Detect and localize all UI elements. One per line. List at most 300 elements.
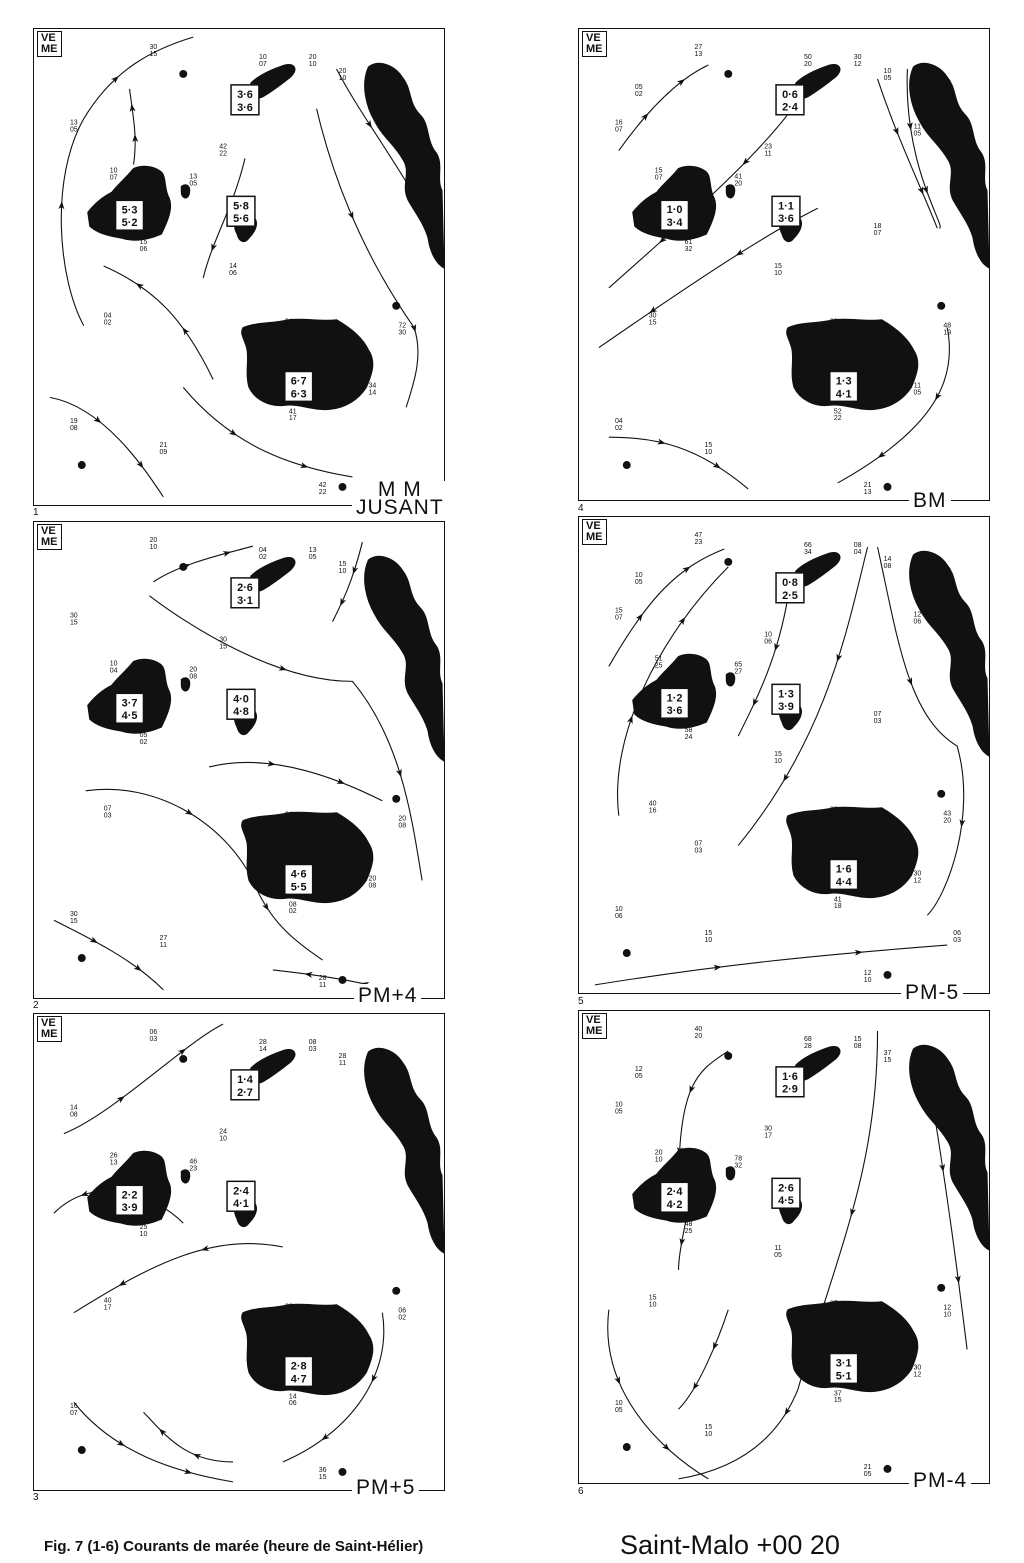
rock [884, 483, 892, 491]
rate-value-top: 15 [704, 1424, 713, 1432]
rate-value-bottom: 07 [614, 126, 623, 134]
rate-value-bottom: 10 [943, 1311, 952, 1319]
corner-label-5: VE ME [582, 519, 607, 545]
rock [339, 1468, 347, 1476]
current-arrowhead [734, 249, 744, 258]
current-arrowhead [396, 769, 404, 778]
rate-value-top: 37 [833, 1390, 842, 1398]
rock [724, 70, 732, 78]
rate-value-bottom: 23 [694, 539, 703, 547]
sark-rate-bottom: 5·6 [233, 213, 249, 226]
current-arrowhead [687, 1085, 695, 1095]
rate-value-top: 10 [764, 631, 772, 639]
guernsey-rate-top: 1·0 [666, 204, 683, 217]
sark-rate-top: 2·4 [233, 1185, 249, 1198]
rate-value-top: 04 [259, 547, 267, 555]
rate-value-bottom: 32 [734, 1162, 743, 1170]
figure-caption: Fig. 7 (1-6) Courants de marée (heure de Saint-Hélier) [44, 1538, 424, 1555]
rate-value-bottom: 10 [704, 449, 713, 457]
rate-value-top: 27 [694, 44, 703, 52]
rate-value-bottom: 03 [308, 1045, 317, 1053]
rate-value-bottom: 06 [288, 1400, 297, 1408]
rate-value-top: 30 [648, 312, 657, 320]
rate-value-top: 30 [219, 636, 227, 644]
rate-value-bottom: 06 [913, 618, 922, 626]
rate-value-top: 21 [863, 1463, 872, 1471]
current-arrowhead [781, 773, 790, 783]
rock [78, 461, 86, 469]
rate-value-bottom: 25 [654, 662, 663, 670]
rate-value-bottom: 15 [318, 1473, 327, 1481]
rate-value-top: 12 [634, 1065, 643, 1073]
rate-value-bottom: 10 [219, 1135, 227, 1143]
rate-value-bottom: 20 [734, 180, 743, 188]
france-coast [365, 556, 444, 761]
rate-value-top: 61 [684, 239, 693, 247]
rate-value-bottom: 05 [863, 1470, 872, 1478]
rate-value-bottom: 02 [284, 818, 293, 826]
rate-value-top: 20 [308, 54, 317, 62]
current-arrowhead [337, 598, 346, 608]
rate-value-bottom: 05 [634, 1072, 643, 1080]
current-arrowhead [369, 1374, 378, 1384]
alderney-rate-top: 3·6 [237, 88, 253, 101]
current-arrowhead [180, 326, 190, 336]
rate-value-top: 12 [943, 1304, 952, 1312]
jersey-rate-top: 3·1 [835, 1357, 852, 1370]
panel-number-1: 1 [33, 507, 39, 518]
current-arrowhead [278, 665, 287, 673]
rate-value-top: 15 [654, 167, 663, 175]
rate-value-top: 10 [883, 67, 892, 75]
rate-value-top: 13 [69, 119, 78, 127]
rate-value-bottom: 10 [139, 1231, 148, 1239]
rate-value-top: 14 [229, 262, 237, 270]
rate-value-bottom: 15 [833, 1397, 842, 1405]
rate-value-bottom: 07 [69, 1410, 78, 1418]
current-arrowhead [117, 1279, 127, 1288]
alderney-rate-bottom: 2·5 [782, 589, 798, 602]
rate-value-top: 27 [829, 1300, 838, 1308]
jersey-rate-top: 1·3 [835, 375, 852, 388]
rock [884, 971, 892, 979]
rate-value-bottom: 14 [259, 1045, 267, 1053]
rate-value-bottom: 10 [863, 976, 872, 984]
tidal-current-line [104, 266, 213, 379]
current-arrowhead [90, 937, 100, 946]
rock [724, 558, 732, 566]
corner-label-4: VE ME [582, 31, 607, 57]
tidal-current-line [74, 1402, 233, 1482]
guernsey-rate-top: 1·2 [666, 692, 683, 705]
rate-value-top: 72 [398, 322, 407, 330]
rate-value-top: 11 [913, 382, 921, 390]
current-arrowhead [876, 451, 886, 460]
rate-value-bottom: 03 [694, 847, 703, 855]
rate-value-top: 15 [139, 239, 148, 247]
rate-value-top: 07 [694, 840, 703, 848]
panel-number-3: 3 [33, 1492, 39, 1503]
rate-value-bottom: 15 [829, 813, 838, 821]
alderney-rate-top: 0·8 [782, 576, 798, 589]
tidal-current-line [595, 945, 947, 985]
rate-value-bottom: 02 [634, 90, 643, 98]
jersey-rate-top: 2·8 [290, 1360, 307, 1373]
chart-map-4 [579, 29, 989, 500]
tidal-panel-1 [33, 28, 445, 519]
rate-value-top: 10 [614, 1101, 623, 1109]
rate-value-top: 10 [259, 54, 267, 62]
rate-value-top: 30 [69, 612, 78, 620]
current-arrowhead [834, 654, 842, 663]
rate-value-bottom: 25 [684, 1228, 693, 1236]
tidal-current-line [153, 546, 253, 582]
corner-label-3: VE ME [37, 1016, 62, 1042]
rate-value-bottom: 02 [829, 325, 838, 333]
current-arrowhead [690, 1382, 699, 1392]
rate-value-bottom: 02 [103, 319, 112, 327]
tidal-panel-6 [578, 1010, 990, 1492]
sark-rate-top: 2·6 [778, 1182, 794, 1195]
rate-value-top: 06 [149, 1029, 158, 1037]
alderney-rate-bottom: 2·9 [782, 1083, 798, 1096]
rate-value-bottom: 08 [883, 562, 892, 570]
rate-value-top: 41 [833, 896, 842, 904]
jersey-rate-bottom: 4·7 [290, 1373, 307, 1386]
alderney-rate-top: 0·6 [782, 88, 798, 101]
rate-value-bottom: 08 [398, 822, 407, 830]
rate-value-top: 10 [614, 1400, 623, 1408]
guernsey-rate-bottom: 4·5 [121, 710, 138, 723]
sark-rate-top: 1·3 [778, 688, 794, 701]
rate-value-top: 20 [398, 815, 407, 823]
rock [884, 1465, 892, 1473]
rate-value-bottom: 03 [103, 812, 112, 820]
rate-value-top: 15 [338, 560, 347, 568]
panel-number-4: 4 [578, 503, 584, 514]
rate-value-top: 42 [219, 143, 227, 151]
guernsey-rate-bottom: 4·2 [666, 1199, 683, 1212]
rate-value-top: 04 [614, 418, 623, 426]
rate-value-bottom: 15 [69, 918, 78, 926]
rate-value-top: 25 [139, 1224, 148, 1232]
tidal-panel-4 [578, 28, 990, 512]
rate-value-top: 04 [103, 312, 112, 320]
rate-value-bottom: 22 [833, 415, 842, 423]
sark-rate-bottom: 4·8 [233, 706, 249, 719]
jersey-rate-bottom: 4·1 [835, 388, 852, 401]
rock [937, 1284, 945, 1292]
rate-value-top: 40 [103, 1297, 112, 1305]
rate-value-top: 15 [853, 1036, 862, 1044]
rate-value-top: 40 [648, 800, 657, 808]
rate-value-bottom: 05 [883, 74, 892, 82]
rock [78, 954, 86, 962]
tide-label-3: PM+5 [352, 1476, 419, 1500]
guernsey-rate-bottom: 3·6 [666, 705, 683, 718]
jersey-rate-top: 1·6 [835, 863, 852, 876]
rate-value-top: 41 [288, 408, 297, 416]
rate-value-top: 12 [913, 611, 922, 619]
rate-value-bottom: 11 [318, 981, 327, 989]
rate-value-bottom: 04 [853, 548, 862, 556]
rate-value-bottom: 08 [69, 425, 78, 433]
rate-value-bottom: 15 [883, 1056, 892, 1064]
rate-value-top: 15 [704, 930, 713, 938]
rate-value-bottom: 12 [913, 1371, 922, 1379]
rock [392, 795, 400, 803]
current-arrowhead [185, 808, 195, 817]
current-arrowhead [627, 714, 635, 723]
rate-value-top: 58 [684, 727, 693, 735]
rate-value-bottom: 15 [648, 319, 657, 327]
sark-rate-bottom: 3·6 [778, 213, 794, 226]
current-arrowhead [410, 324, 418, 333]
rate-value-bottom: 24 [684, 734, 693, 742]
rate-value-bottom: 06 [614, 913, 623, 921]
tide-label-4: BM [909, 489, 951, 513]
rate-value-bottom: 02 [259, 553, 267, 561]
sark-rate-top: 5·8 [233, 200, 249, 213]
current-arrowhead [893, 127, 902, 137]
rate-value-top: 19 [69, 418, 78, 426]
rate-value-top: 28 [284, 1303, 293, 1311]
current-arrowhead [117, 1439, 127, 1448]
rate-value-top: 26 [109, 1152, 118, 1160]
current-arrowhead [906, 677, 914, 687]
current-arrowhead [200, 1245, 209, 1253]
rate-value-bottom: 11 [764, 150, 772, 158]
rate-value-bottom: 10 [654, 1156, 663, 1164]
current-arrowhead [750, 698, 759, 708]
guernsey-rate-top: 2·4 [666, 1186, 683, 1199]
rate-value-bottom: 10 [704, 1431, 713, 1439]
rate-value-bottom: 17 [288, 415, 297, 423]
rate-value-bottom: 08 [69, 1111, 78, 1119]
current-arrowhead [713, 462, 723, 471]
rock [937, 790, 945, 798]
rate-value-top: 27 [159, 935, 168, 943]
rate-value-top: 10 [109, 660, 118, 668]
rate-value-top: 10 [614, 906, 623, 914]
rock [392, 1287, 400, 1295]
current-arrowhead [184, 1468, 193, 1476]
rate-value-top: 30 [69, 911, 78, 919]
current-arrowhead [348, 211, 357, 221]
rate-value-bottom: 06 [764, 638, 772, 646]
rate-value-top: 15 [614, 607, 623, 615]
alderney-rate-bottom: 3·1 [237, 594, 253, 607]
current-arrowhead [209, 243, 217, 253]
jersey-rate-bottom: 5·1 [835, 1370, 852, 1383]
current-arrowhead [134, 281, 144, 290]
rate-value-bottom: 22 [219, 150, 227, 158]
tidal-panel-3 [33, 1013, 445, 1499]
alderney-rate-top: 1·4 [237, 1073, 253, 1086]
guernsey-rate-bottom: 5·2 [121, 217, 138, 230]
rate-value-bottom: 05 [774, 1251, 782, 1259]
alderney-rate-bottom: 2·7 [237, 1086, 253, 1099]
current-arrowhead [336, 778, 346, 786]
rate-value-bottom: 06 [229, 269, 237, 277]
rock [179, 70, 187, 78]
rate-value-bottom: 03 [953, 937, 962, 945]
rate-value-top: 21 [863, 481, 872, 489]
jersey-rate-bottom: 4·4 [835, 876, 852, 889]
rate-value-bottom: 22 [318, 488, 327, 496]
rate-value-top: 47 [694, 532, 703, 540]
current-arrowhead [848, 1208, 856, 1217]
rate-value-top: 43 [943, 810, 952, 818]
rate-value-bottom: 19 [943, 329, 952, 337]
rate-value-bottom: 10 [774, 757, 782, 765]
rate-value-top: 34 [368, 382, 377, 390]
rate-value-bottom: 23 [189, 1165, 198, 1173]
rate-value-bottom: 20 [694, 1033, 703, 1041]
rate-value-bottom: 05 [69, 126, 78, 134]
current-arrowhead [772, 643, 780, 652]
rate-value-bottom: 05 [308, 553, 317, 561]
rock [179, 1055, 187, 1063]
rate-value-top: 51 [654, 655, 663, 663]
rate-value-top: 30 [913, 1364, 922, 1372]
rate-value-top: 08 [308, 1039, 317, 1047]
rate-value-bottom: 07 [259, 60, 267, 68]
chart-map-6 [579, 1011, 989, 1483]
rate-value-top: 04 [284, 318, 293, 326]
current-arrowhead [365, 120, 374, 130]
rate-value-bottom: 08 [189, 673, 198, 681]
rate-value-top: 30 [764, 1125, 772, 1133]
rate-value-top: 20 [149, 537, 158, 545]
rate-value-bottom: 12 [829, 1307, 838, 1315]
current-arrowhead [262, 902, 271, 912]
rate-value-bottom: 15 [219, 643, 227, 651]
sark-rate-top: 1·1 [778, 200, 794, 213]
sark-rate-bottom: 4·5 [778, 1195, 794, 1208]
rate-value-top: 08 [288, 901, 297, 909]
rate-value-bottom: 07 [614, 614, 623, 622]
rate-value-bottom: 08 [368, 882, 377, 890]
rate-value-bottom: 08 [853, 1042, 862, 1050]
rate-value-top: 08 [829, 318, 838, 326]
rate-value-top: 41 [734, 173, 743, 181]
rate-value-top: 16 [614, 119, 623, 127]
rate-value-bottom: 15 [69, 619, 78, 627]
rate-value-top: 28 [338, 1052, 347, 1060]
rate-value-top: 15 [704, 442, 713, 450]
sark-rate-bottom: 3·9 [778, 701, 794, 714]
corner-label-2: VE ME [37, 524, 62, 550]
rate-value-bottom: 09 [159, 449, 168, 457]
rate-value-bottom: 13 [863, 488, 872, 496]
rate-value-bottom: 11 [285, 1310, 293, 1318]
rate-value-bottom: 10 [308, 60, 317, 68]
rate-value-top: 07 [873, 711, 882, 719]
current-arrowhead [229, 429, 239, 438]
reference-port: Saint-Malo +00 20 [620, 1530, 840, 1560]
france-coast [365, 63, 444, 268]
rate-value-top: 11 [913, 123, 921, 131]
rate-value-top: 46 [189, 1158, 198, 1166]
rate-value-bottom: 34 [804, 548, 812, 556]
tidal-current-line [64, 1024, 223, 1133]
tidal-current-line [143, 1412, 233, 1462]
rate-value-bottom: 10 [774, 269, 782, 277]
panel-number-5: 5 [578, 996, 584, 1007]
rate-value-top: 05 [634, 83, 643, 91]
rate-value-top: 66 [804, 542, 812, 550]
rate-value-top: 78 [734, 1155, 743, 1163]
rate-value-top: 21 [159, 442, 168, 450]
france-coast [910, 63, 989, 268]
rate-value-bottom: 10 [338, 567, 347, 575]
rate-value-top: 20 [189, 666, 198, 674]
tidal-current-line [130, 89, 136, 165]
current-arrowhead [223, 549, 232, 557]
rate-value-bottom: 20 [943, 817, 952, 825]
rate-value-top: 30 [853, 54, 862, 62]
rate-value-top: 20 [368, 875, 377, 883]
tidal-current-line [54, 920, 163, 990]
rate-value-bottom: 14 [368, 389, 377, 397]
rate-value-bottom: 07 [873, 230, 882, 238]
current-arrowhead [350, 566, 358, 575]
france-coast [910, 1045, 989, 1250]
panel-number-6: 6 [578, 1486, 584, 1497]
alderney-rate-bottom: 3·6 [237, 101, 253, 114]
rate-value-bottom: 17 [103, 1304, 112, 1312]
corner-label-6: VE ME [582, 1013, 607, 1039]
rate-value-bottom: 30 [398, 329, 407, 337]
rate-value-top: 40 [694, 1026, 703, 1034]
alderney-rate-top: 1·6 [782, 1070, 798, 1083]
rate-value-bottom: 02 [139, 739, 148, 747]
guernsey-rate-top: 3·7 [121, 697, 138, 710]
rate-value-bottom: 10 [648, 1301, 657, 1309]
rate-value-bottom: 12 [853, 60, 862, 68]
panel-number-2: 2 [33, 1000, 39, 1011]
rate-value-bottom: 05 [189, 180, 198, 188]
tidal-panel-2 [33, 521, 445, 1007]
rate-value-bottom: 13 [694, 51, 703, 59]
rate-value-bottom: 13 [109, 1159, 118, 1167]
corner-label-1: VE ME [37, 31, 62, 57]
current-arrowhead [614, 1376, 623, 1386]
rate-value-bottom: 06 [139, 246, 148, 254]
tide-label-2: PM+4 [354, 984, 421, 1008]
france-coast [910, 551, 989, 756]
current-arrowhead [782, 1407, 791, 1417]
rate-value-top: 36 [318, 1466, 327, 1474]
rate-value-top: 11 [774, 1244, 782, 1252]
chart-map-5 [579, 517, 989, 993]
tide-label-6: PM-4 [909, 1469, 971, 1493]
guernsey-rate-bottom: 3·4 [666, 217, 683, 230]
sark-rate-bottom: 4·1 [233, 1198, 249, 1211]
current-arrowhead [657, 439, 666, 447]
rate-value-bottom: 18 [833, 903, 842, 911]
rate-value-bottom: 10 [704, 937, 713, 945]
tidal-current-line [50, 397, 163, 497]
chart-map-3 [34, 1014, 444, 1490]
rate-value-top: 65 [734, 661, 743, 669]
rate-value-top: 06 [953, 930, 962, 938]
rate-value-top: 30 [913, 870, 922, 878]
rate-value-bottom: 20 [804, 60, 812, 68]
current-arrowhead [918, 186, 927, 196]
rock [623, 461, 631, 469]
